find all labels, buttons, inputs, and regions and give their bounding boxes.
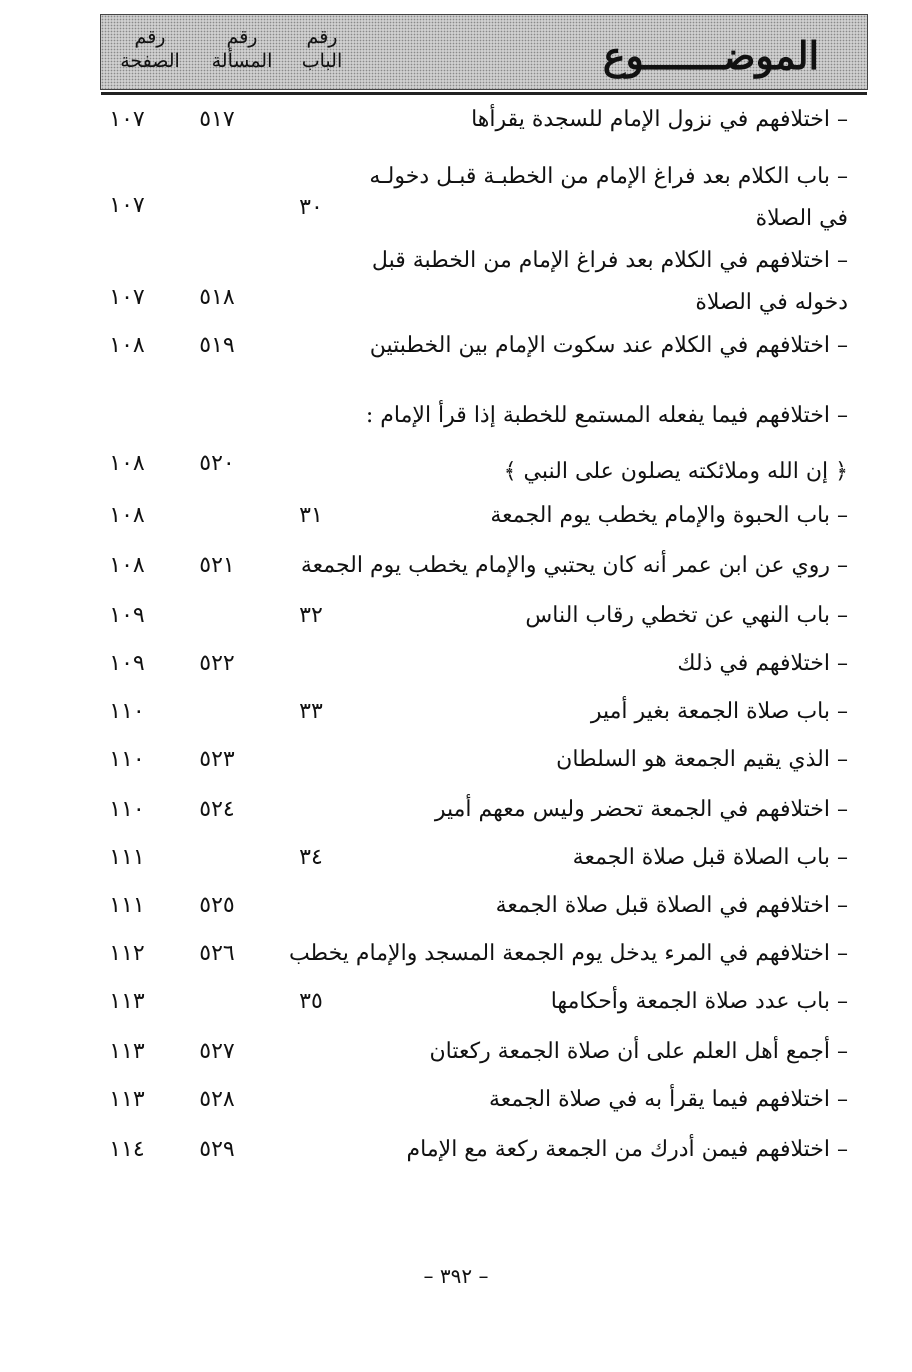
table-row (0, 550, 912, 590)
row-page: ١١١ (109, 845, 145, 870)
chapter-header-line-1: رقم (306, 26, 338, 48)
table-row (0, 696, 912, 736)
page-header-line-2: الصفحة (120, 50, 180, 72)
table-row (0, 104, 912, 144)
row-topic: – باب الصلاة قبل صلاة الجمعة (572, 845, 848, 870)
page-column-header (105, 25, 195, 73)
row-chapter: ٣٥ (299, 989, 323, 1014)
row-topic: – اختلافهم في الصلاة قبل صلاة الجمعة (495, 893, 848, 918)
table-row (0, 794, 912, 834)
table-row (0, 938, 912, 978)
table-row (0, 156, 912, 236)
row-page: ١١٤ (109, 1137, 145, 1162)
page-number: – ٣٩٢ – (423, 1264, 489, 1288)
row-topic: – اختلافهم في الكلام عند سكوت الإمام بين الخطبتين (369, 333, 848, 358)
row-issue: ٥١٧ (199, 107, 235, 132)
row-page: ١٠٧ (109, 193, 145, 218)
row-issue: ٥١٨ (199, 285, 235, 310)
issue-header-line-2: المسألة (211, 50, 273, 72)
row-page: ١٠٨ (109, 333, 145, 358)
row-chapter: ٣١ (299, 503, 323, 528)
table-row (0, 388, 912, 488)
row-issue: ٥٢٢ (199, 651, 235, 676)
row-page: ١١٣ (109, 1087, 145, 1112)
row-topic: – الذي يقيم الجمعة هو السلطان (556, 747, 848, 772)
header-underline (101, 92, 867, 95)
row-issue: ٥١٩ (199, 333, 235, 358)
table-row (0, 600, 912, 640)
row-issue: ٥٢٣ (199, 747, 235, 772)
issue-header-line-1: رقم (226, 26, 258, 48)
row-topic: – باب النهي عن تخطي رقاب الناس (525, 603, 848, 628)
row-issue: ٥٢٤ (199, 797, 235, 822)
table-row (0, 1084, 912, 1124)
row-chapter: ٣٤ (299, 845, 323, 870)
row-page: ١١١ (109, 893, 145, 918)
row-topic: – اختلافهم في نزول الإمام للسجدة يقرأها (471, 107, 848, 132)
chapter-column-header (287, 25, 357, 73)
row-issue: ٥٢٦ (199, 941, 235, 966)
table-row (0, 744, 912, 784)
row-issue: ٥٢٠ (199, 451, 235, 476)
table-row (0, 240, 912, 320)
row-topic: – باب الحبوة والإمام يخطب يوم الجمعة (490, 503, 848, 528)
row-topic: – أجمع أهل العلم على أن صلاة الجمعة ركعتان (429, 1039, 848, 1064)
table-header (100, 14, 868, 90)
row-issue: ٥٢٨ (199, 1087, 235, 1112)
row-page: ١٠٩ (109, 651, 145, 676)
row-topic: – اختلافهم في المرء يدخل يوم الجمعة المسجد والإمام يخطب (288, 941, 848, 966)
row-page: ١٠٨ (109, 553, 145, 578)
row-topic: – باب عدد صلاة الجمعة وأحكامها (550, 989, 848, 1014)
row-topic: – باب الكلام بعد فراغ الإمام من الخطبـة قبـل دخولـه في الصلاة (369, 164, 848, 231)
row-page: ١٠٧ (109, 285, 145, 310)
chapter-header-line-2: الباب (301, 50, 343, 72)
row-page: ١٠٧ (109, 107, 145, 132)
row-issue: ٥٢٩ (199, 1137, 235, 1162)
row-topic: – اختلافهم فيما يفعله المستمع للخطبة إذا قرأ الإمام : ﴿ إن الله وملائكته يصلون على النبي ﴾ (365, 403, 848, 484)
row-page: ١١٠ (109, 699, 145, 724)
table-row (0, 500, 912, 540)
table-row (0, 986, 912, 1026)
row-page: ١١٠ (109, 797, 145, 822)
row-topic: – اختلافهم في ذلك (677, 651, 848, 676)
row-topic: – اختلافهم في الجمعة تحضر وليس معهم أمير (434, 797, 848, 822)
row-topic: – اختلافهم في الكلام بعد فراغ الإمام من الخطبة قبل دخوله في الصلاة (371, 248, 848, 315)
row-page: ١١٠ (109, 747, 145, 772)
table-row (0, 648, 912, 688)
row-topic: – روي عن ابن عمر أنه كان يحتبي والإمام يخطب يوم الجمعة (300, 553, 848, 578)
row-chapter: ٣٣ (299, 699, 323, 724)
row-page: ١٠٩ (109, 603, 145, 628)
row-issue: ٥٢٥ (199, 893, 235, 918)
page-header-line-1: رقم (134, 26, 166, 48)
row-page: ١١٣ (109, 989, 145, 1014)
row-topic: – باب صلاة الجمعة بغير أمير (590, 699, 848, 724)
row-topic: – اختلافهم فيما يقرأ به في صلاة الجمعة (488, 1087, 848, 1112)
topic-column-header: الموضـــــــوع (602, 33, 820, 78)
row-topic: – اختلافهم فيمن أدرك من الجمعة ركعة مع الإمام (406, 1137, 848, 1162)
row-issue: ٥٢٧ (199, 1039, 235, 1064)
row-issue: ٥٢١ (199, 553, 235, 578)
row-page: ١٠٨ (109, 451, 145, 476)
table-row (0, 890, 912, 930)
table-row (0, 330, 912, 370)
table-row (0, 1036, 912, 1076)
row-page: ١١٣ (109, 1039, 145, 1064)
row-page: ١١٢ (109, 941, 145, 966)
row-page: ١٠٨ (109, 503, 145, 528)
issue-column-header (197, 25, 287, 73)
table-row (0, 1134, 912, 1174)
row-chapter: ٣٢ (299, 603, 323, 628)
row-chapter: ٣٠ (299, 195, 323, 220)
table-row (0, 842, 912, 882)
